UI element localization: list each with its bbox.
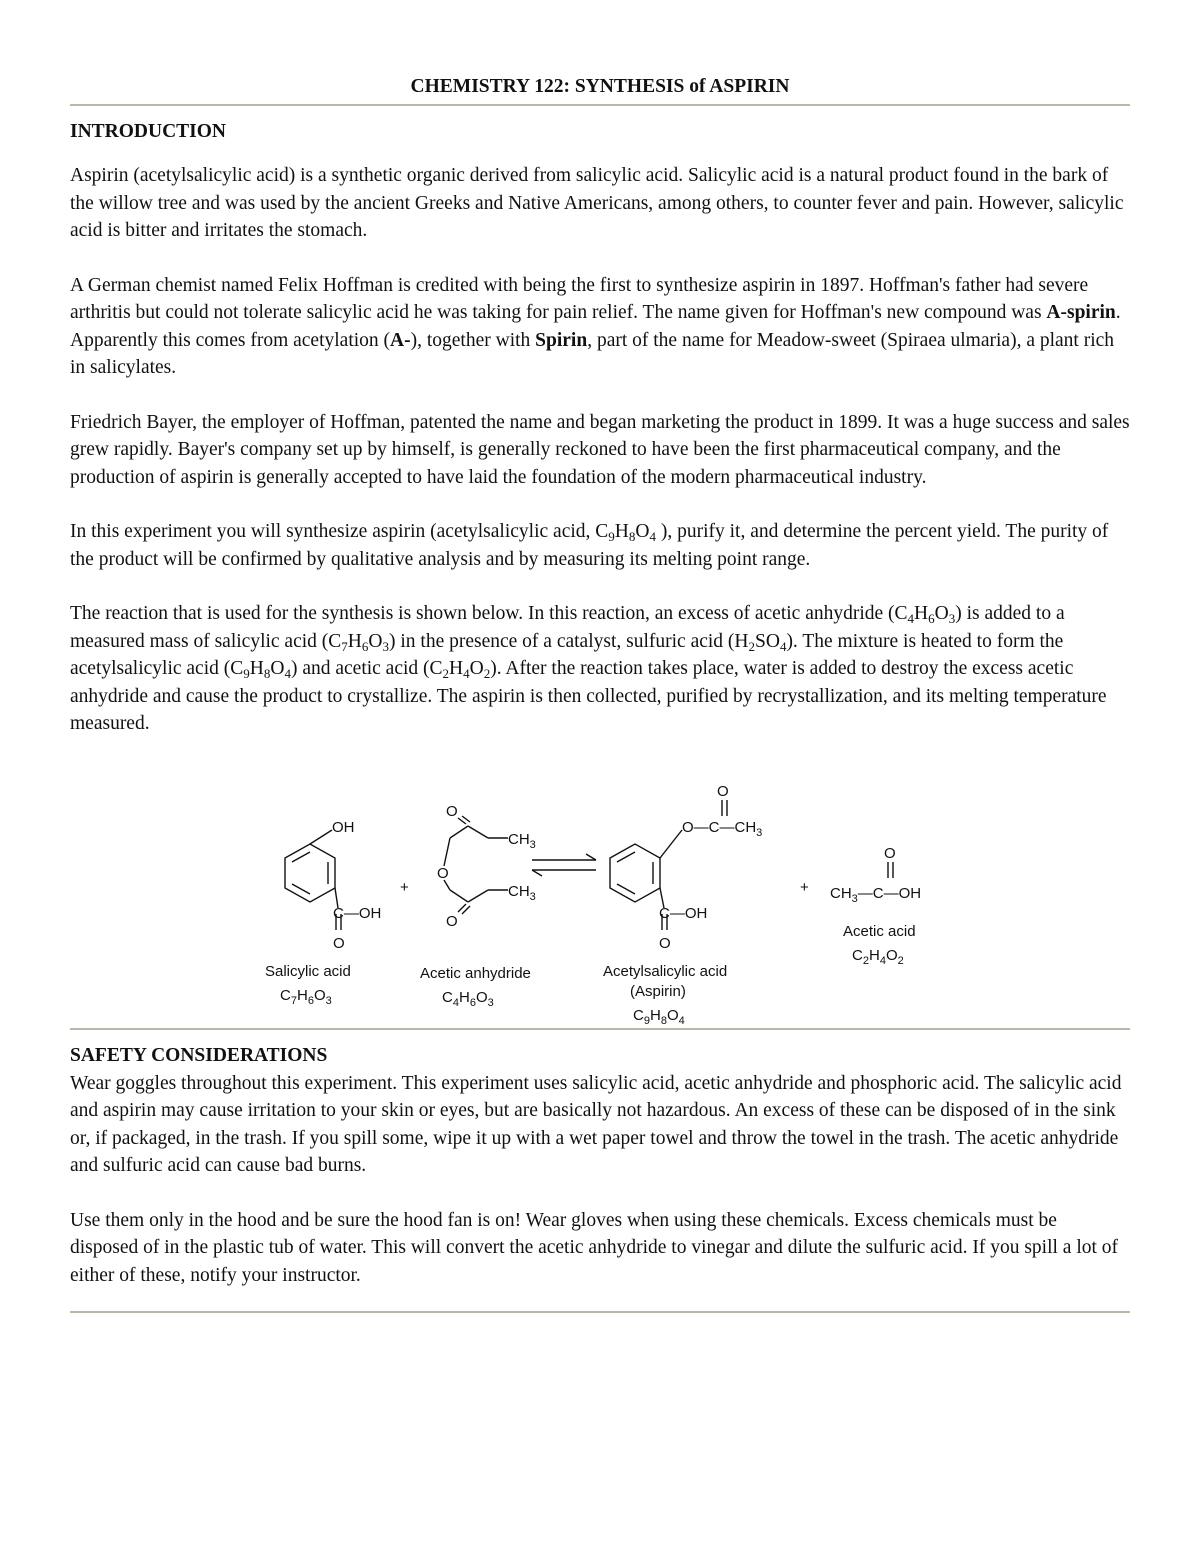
aspirin-o-label: O xyxy=(659,934,671,952)
divider-top xyxy=(70,104,1130,106)
safety-paragraph-2: Use them only in the hood and be sure the hood fan is on! Wear gloves when using these chemicals. Excess chemicals must be disposed of in the plastic tub of water. This will convert the acetic anhydride to vinegar and dilute the sulfuric acid. If you spill a lot of either of these, notify your instructor. xyxy=(70,1209,1119,1286)
salicylic-o-label: O xyxy=(333,934,345,952)
plus-sign-2: + xyxy=(800,878,809,896)
intro-paragraph-1: Aspirin (acetylsalicylic acid) is a synthetic organic derived from salicylic acid. Salicylic acid is a natural product found in the bark of the willow tree and was used by the ancient Greeks and Native Americans, among others, to counter fever and pain. However, salicylic acid is bitter and irritates the stomach. xyxy=(70,165,1124,241)
intro-paragraph-5: The reaction that is used for the synthesis is shown below. In this reaction, an excess of acetic anhydride $(C_4H_6O_3)$ is added to a measured mass of salicylic acid $(C_7H_6O_3)$ in the presence of a catalyst, sulfuric acid $(H_2SO_4)$. The mixture is heated to form the acetylsalicylic acid $(C_9H_8O_4)$ and acetic acid $(C_2H_4O_2)$. After the reaction takes place, water is added to destroy the excess acetic anhydride and cause the product to crystallize. The aspirin is then collected, purified by recrystallization, and its melting temperature measured. xyxy=(70,603,1107,734)
anhydride-o-bottom: O xyxy=(446,912,458,930)
reaction-diagram xyxy=(70,758,1130,1028)
aspirin-formula: $C_9H_8O_4$ xyxy=(633,1006,685,1027)
intro-paragraph-2: A German chemist named Felix Hoffman is credited with being the first to synthesize aspirin in 1897. Hoffman's father had severe arthritis but could not tolerate salicylic acid he was taking for pain relief. The name given for Hoffman's new compound was A-spirin. Apparently this comes from acetylation (A-), together with Spirin, part of the name for Meadow-sweet (Spiraea ulmaria), a plant rich in salicylates. xyxy=(70,274,1121,378)
salicylic-oh-label: OH xyxy=(332,818,355,836)
anhydride-ch3-top: $CH_3$ xyxy=(508,830,536,851)
anhydride-o-top: O xyxy=(446,802,458,820)
aspirin-cooh-label: C—OH xyxy=(659,904,708,922)
anhydride-o-bridge: O xyxy=(437,864,449,882)
salicylic-formula: $C_7H_6O_3$ xyxy=(280,986,332,1007)
aspirin-ester-group: $O—C—CH_3$ xyxy=(682,818,763,839)
acetic-name: Acetic acid xyxy=(843,922,916,940)
reaction-scheme xyxy=(70,758,1130,1028)
page-title: CHEMISTRY 122: SYNTHESIS of ASPIRIN xyxy=(410,76,790,97)
plus-sign-1: + xyxy=(400,878,409,896)
acetic-formula: $C_2H_4O_2$ xyxy=(852,946,904,967)
divider-middle xyxy=(70,1028,1130,1030)
anhydride-formula: $C_4H_6O_3$ xyxy=(442,988,494,1009)
aspirin-name: Acetylsalicylic acid xyxy=(603,962,728,980)
acetic-o-label: O xyxy=(884,844,896,862)
intro-paragraph-3: Friedrich Bayer, the employer of Hoffman, patented the name and began marketing the product in 1899. It was a huge success and sales grew rapidly. Bayer's company set up by himself, is generally reckoned to have been the first pharmaceutical company, and the production of aspirin is generally accepted to have laid the foundation of the modern pharmaceutical industry. xyxy=(70,411,1130,488)
anhydride-ch3-bottom: $CH_3$ xyxy=(508,882,536,903)
anhydride-name: Acetic anhydride xyxy=(420,964,531,982)
acetic-structure: $CH_3—C—OH$ xyxy=(830,884,922,905)
salicylic-name: Salicylic acid xyxy=(265,962,351,980)
divider-bottom xyxy=(70,1311,1130,1313)
aspirin-name-2: (Aspirin) xyxy=(630,982,686,1000)
salicylic-cooh-label: C—OH xyxy=(333,904,382,922)
aspirin-ester-o: O xyxy=(717,782,729,800)
introduction-heading: INTRODUCTION xyxy=(70,121,227,142)
safety-paragraph-1: Wear goggles throughout this experiment. This experiment uses salicylic acid, acetic anhydride and phosphoric acid. The salicylic acid and aspirin may cause irritation to your skin or eyes, but are basically not hazardous. An excess of these can be disposed of in the sink or, if packaged, in the trash. If you spill some, wipe it up with a wet paper towel and throw the towel in the trash. The acetic anhydride and sulfuric acid can cause bad burns. xyxy=(70,1072,1122,1176)
safety-heading: SAFETY CONSIDERATIONS xyxy=(70,1044,328,1066)
document-page xyxy=(70,70,1130,1313)
intro-paragraph-4: In this experiment you will synthesize aspirin (acetylsalicylic acid, $C_9H_8O_4$ ), purify it, and determine the percent yield. The purity of the product will be confirmed by qualitative analysis and by measuring its melting point range. xyxy=(70,521,1109,570)
